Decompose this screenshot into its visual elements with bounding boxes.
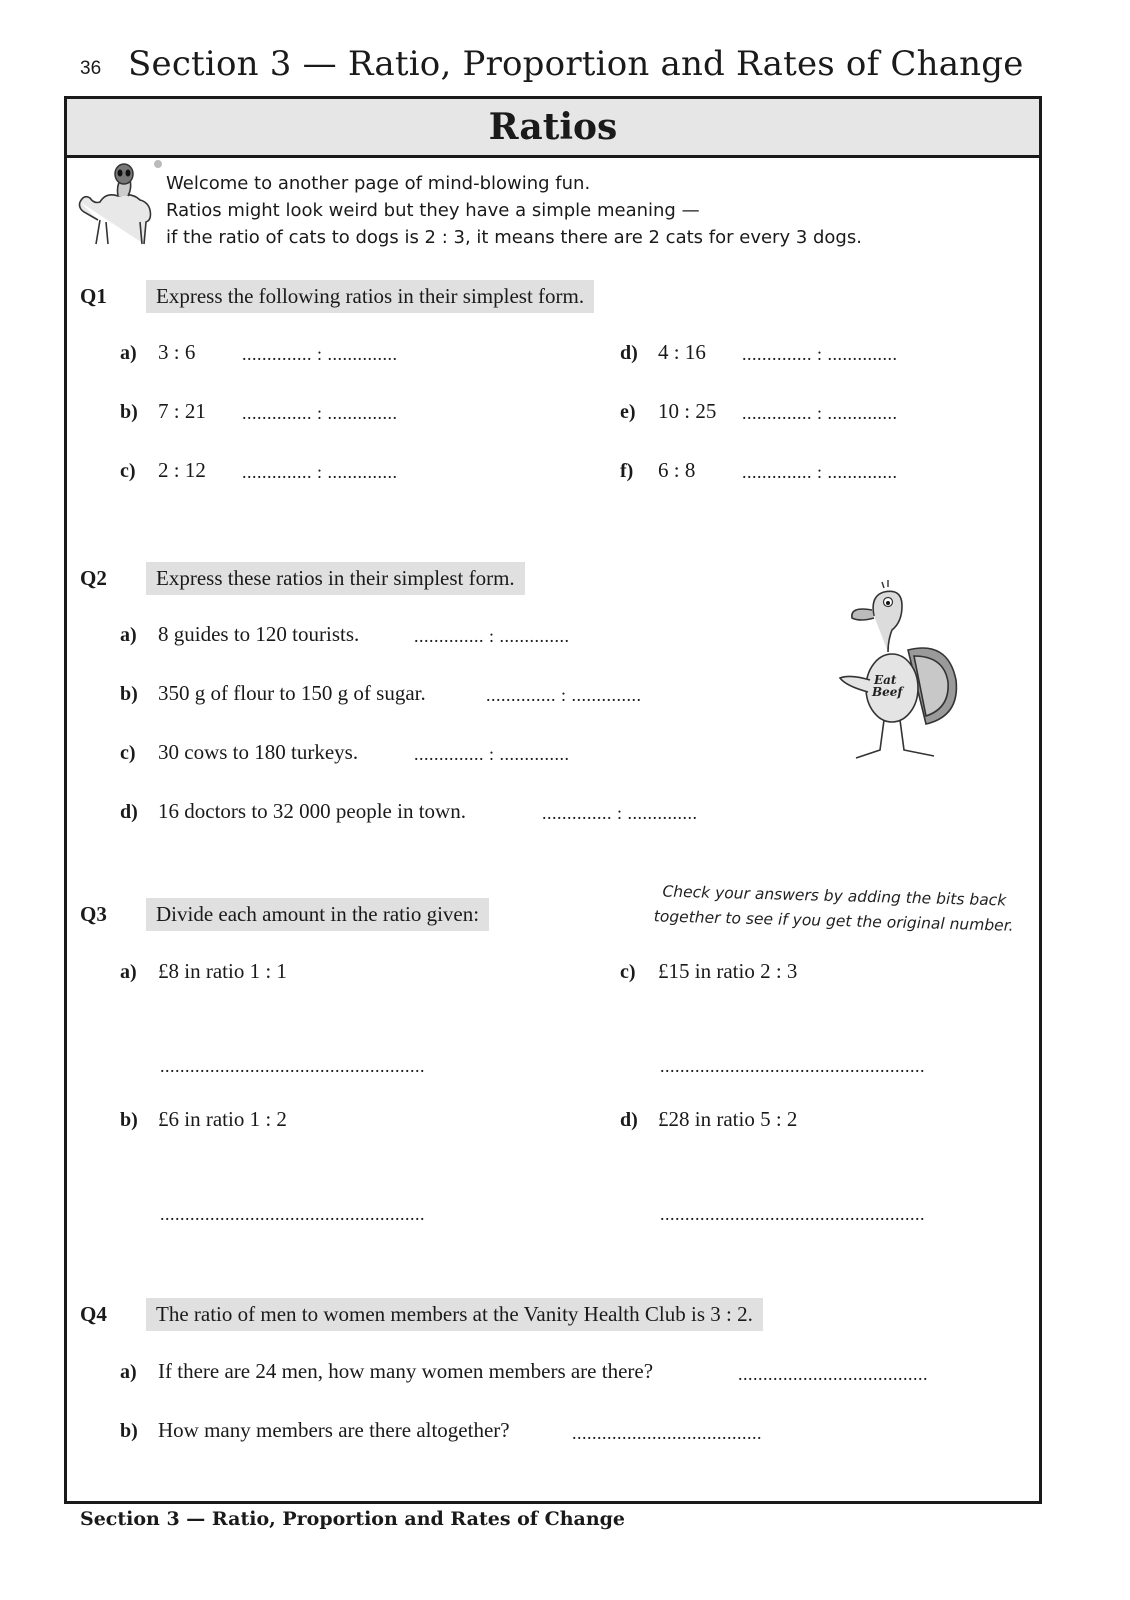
q1-part-label: e)	[620, 401, 636, 423]
q2-part-text: 350 g of flour to 150 g of sugar.	[158, 681, 426, 705]
q3-hint	[653, 879, 1014, 938]
q1-number: Q1	[80, 284, 107, 308]
hint-line: Check your answers by adding the bits back	[662, 882, 1007, 910]
q1-part-label: a)	[120, 342, 137, 364]
q2-part-label: d)	[120, 801, 138, 823]
q4-prompt: The ratio of men to women members at the Vanity Health Club is 3 : 2.	[146, 1298, 763, 1331]
q1c-answer-blank[interactable]: .............. : ..............	[242, 462, 398, 482]
q2-part-text: 16 doctors to 32 000 people in town.	[158, 799, 466, 823]
q4-part-text: If there are 24 men, how many women members are there?	[158, 1359, 654, 1383]
q4b-answer-blank[interactable]: ......................................	[572, 1423, 762, 1443]
q1-part-label: d)	[620, 342, 638, 364]
q3b-answer-blank[interactable]: .....................................................	[160, 1204, 425, 1224]
q1-part-label: f)	[620, 460, 634, 482]
q2-number: Q2	[80, 566, 107, 590]
q2-prompt: Express these ratios in their simplest form.	[146, 562, 525, 595]
q3-part-label: d)	[620, 1109, 638, 1131]
q2d-answer-blank[interactable]: .............. : ..............	[542, 803, 698, 823]
q1-part-label: b)	[120, 401, 138, 423]
q2a-answer-blank[interactable]: .............. : ..............	[414, 626, 570, 646]
turkey-sign-line1: Eat	[874, 673, 897, 687]
q2-part-text: 30 cows to 180 turkeys.	[158, 740, 359, 764]
q3-prompt: Divide each amount in the ratio given:	[146, 898, 489, 931]
q3-part-label: c)	[620, 961, 636, 983]
q2-part-text: 8 guides to 120 tourists.	[158, 622, 360, 646]
turkey-sign-line2: Beef	[872, 685, 903, 699]
q1-ratio: 6 : 8	[658, 458, 696, 482]
turkey-illustration	[830, 580, 960, 770]
q2-part-label: b)	[120, 683, 138, 705]
intro-line: Welcome to another page of mind-blowing fun.	[166, 173, 591, 194]
q2c-answer-blank[interactable]: .............. : ..............	[414, 744, 570, 764]
q3-part-label: b)	[120, 1109, 138, 1131]
page-number: 36	[80, 58, 102, 79]
q4a-answer-blank[interactable]: ......................................	[738, 1364, 928, 1384]
q2-part-label: c)	[120, 742, 136, 764]
q4-number: Q4	[80, 1302, 107, 1326]
q3-part-text: £6 in ratio 1 : 2	[158, 1107, 287, 1131]
q1-prompt: Express the following ratios in their simplest form.	[146, 280, 594, 313]
q1-part-label: c)	[120, 460, 136, 482]
q1e-answer-blank[interactable]: .............. : ..............	[742, 403, 898, 423]
intro-line: if the ratio of cats to dogs is 2 : 3, it means there are 2 cats for every 3 dogs.	[166, 227, 862, 248]
intro-text	[166, 170, 862, 251]
q2b-answer-blank[interactable]: .............. : ..............	[486, 685, 642, 705]
q3-part-text: £15 in ratio 2 : 3	[658, 959, 798, 983]
q1a-answer-blank[interactable]: .............. : ..............	[242, 344, 398, 364]
q3c-answer-blank[interactable]: .....................................................	[660, 1056, 925, 1076]
q3d-answer-blank[interactable]: .....................................................	[660, 1204, 925, 1224]
q1-ratio: 2 : 12	[158, 458, 206, 482]
hint-line: together to see if you get the original number.	[653, 907, 1014, 935]
q4-part-label: b)	[120, 1420, 138, 1442]
intro-line: Ratios might look weird but they have a simple meaning —	[166, 200, 700, 221]
q3-part-text: £8 in ratio 1 : 1	[158, 959, 287, 983]
q3-number: Q3	[80, 902, 107, 926]
alien-camel-illustration	[72, 158, 164, 254]
q4-part-label: a)	[120, 1361, 137, 1383]
q3-part-label: a)	[120, 961, 137, 983]
q3a-answer-blank[interactable]: .....................................................	[160, 1056, 425, 1076]
q4-part-text: How many members are there altogether?	[158, 1418, 510, 1442]
q3-part-text: £28 in ratio 5 : 2	[658, 1107, 798, 1131]
q1-ratio: 7 : 21	[158, 399, 206, 423]
q1-ratio: 3 : 6	[158, 340, 196, 364]
title-band	[67, 99, 1039, 158]
q1d-answer-blank[interactable]: .............. : ..............	[742, 344, 898, 364]
q1-ratio: 4 : 16	[658, 340, 706, 364]
section-title: Section 3 — Ratio, Proportion and Rates of Change	[128, 44, 1024, 84]
q1f-answer-blank[interactable]: .............. : ..............	[742, 462, 898, 482]
q1-ratio: 10 : 25	[658, 399, 717, 423]
q2-part-label: a)	[120, 624, 137, 646]
page-title: Ratios	[488, 106, 618, 148]
q1b-answer-blank[interactable]: .............. : ..............	[242, 403, 398, 423]
footer-section-title: Section 3 — Ratio, Proportion and Rates of Change	[80, 1508, 626, 1530]
